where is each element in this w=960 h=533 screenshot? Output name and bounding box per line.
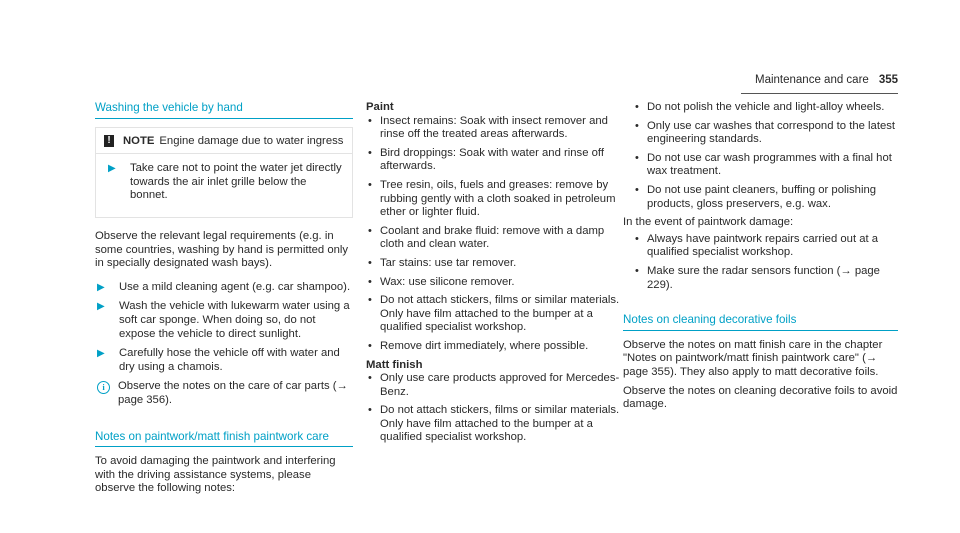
section-heading-foils: Notes on cleaning decorative foils (623, 313, 898, 331)
list-item: • Wax: use silicone remover. (368, 275, 515, 288)
note-body (96, 154, 352, 217)
list-item-text: Do not attach stickers, films or similar materials. Only have film attached to the bumper at a qualified specialist workshop. (380, 404, 620, 444)
list-item-text: Tar stains: use tar remover. (380, 256, 517, 269)
triangle-arrow-icon: ▶ (97, 301, 105, 313)
paragraph-damage-intro: In the event of paintwork damage: (623, 216, 794, 229)
damage-list (623, 233, 898, 292)
list-item: • Make sure the radar sensors function (→ page 229). (633, 265, 898, 292)
list-item: • Bird droppings: Soak with water and rinse off afterwards. (366, 147, 624, 174)
note-box (95, 127, 353, 218)
note-text: Engine damage due to water ingress (159, 134, 344, 147)
list-item-text: Do not attach stickers, films or similar materials. Only have film attached to the bumper at a qualified specialist workshop. (380, 294, 620, 334)
note-title: NOTE (123, 134, 155, 147)
list-item-text: Insect remains: Soak with insect remover and rinse off the treated areas afterwards. (380, 114, 608, 141)
exclamation-icon: ! (104, 135, 114, 147)
info-icon: i (97, 381, 110, 394)
list-item: • Insect remains: Soak with insect remover and rinse off the treated areas afterwards. (366, 115, 624, 142)
matt-list (366, 372, 624, 445)
paragraph-foils-2: Observe the notes on cleaning decorative foils to avoid damage. (623, 384, 898, 411)
list-item: • Tar stains: use tar remover. (368, 256, 517, 269)
paragraph-foils-1[interactable]: Observe the notes on matt finish care in the chapter "Notes on paintwork/matt finish paintwork care" (→ page 355). They also apply to matt decorative foils. (623, 338, 883, 378)
section-title: Maintenance and care (755, 74, 869, 86)
step-text: Wash the vehicle with lukewarm water using a soft car sponge. When doing so, do not expose the vehicle to direct sunlight. (119, 300, 350, 340)
list-item-text: Tree resin, oils, fuels and greases: remove by rubbing gently with a cloth soaked in petroleum ether or lighter fluid. (380, 178, 616, 219)
page-number: 355 (878, 74, 898, 86)
section-heading-washing: Washing the vehicle by hand (95, 101, 353, 119)
list-item-text: Always have paintwork repairs carried out at a qualified specialist workshop. (647, 232, 879, 259)
list-item-text: Wax: use silicone remover. (380, 275, 515, 288)
column-1 (95, 101, 353, 506)
note-step-text: Take care not to point the water jet directly towards the air inlet grille below the bonnet. (130, 162, 342, 202)
care-list (623, 101, 898, 211)
list-item-text: Do not use car wash programmes with a final hot wax treatment. (647, 151, 892, 178)
step-item (95, 281, 353, 295)
note-header (96, 128, 352, 155)
list-item: • Only use car washes that correspond to the latest engineering standards. (633, 120, 898, 147)
info-text[interactable]: Observe the notes on the care of car parts (→ page 356). (118, 380, 348, 406)
note-step (106, 162, 344, 203)
list-item-text[interactable]: Make sure the radar sensors function (→ page 229). (647, 264, 880, 291)
paragraph-legal: Observe the relevant legal requirements (e.g. in some countries, washing by hand is permitted only in specially designated wash bays). (95, 229, 349, 270)
list-item: • Tree resin, oils, fuels and greases: remove by rubbing gently with a cloth soaked in petroleum ether or lighter fluid. (366, 179, 624, 220)
list-item-text: Remove dirt immediately, where possible. (380, 339, 589, 352)
list-item-text: Do not polish the vehicle and light-alloy wheels. (647, 101, 885, 113)
list-item: • Do not use car wash programmes with a final hot wax treatment. (633, 152, 898, 179)
list-item: • Only use care products approved for Mercedes-Benz. (366, 372, 624, 399)
triangle-arrow-icon: ▶ (97, 281, 105, 293)
list-item: • Remove dirt immediately, where possible. (368, 339, 589, 352)
info-note (95, 380, 353, 407)
list-item-text: Do not use paint cleaners, buffing or polishing products, gloss preservers, e.g. wax. (647, 183, 877, 210)
list-item: • Always have paintwork repairs carried out at a qualified specialist workshop. (633, 233, 898, 260)
subheading-paint: Paint (366, 101, 394, 113)
page-header (755, 74, 898, 86)
step-text: Carefully hose the vehicle off with water and dry using a chamois. (119, 347, 340, 373)
section-heading-paintwork: Notes on paintwork/matt finish paintwork care (95, 430, 353, 448)
paragraph-paintwork: To avoid damaging the paintwork and interfering with the driving assistance systems, please observe the following notes: (95, 455, 336, 495)
list-item: • Coolant and brake fluid: remove with a damp cloth and clean water. (366, 225, 624, 252)
header-rule (741, 93, 898, 94)
list-item: • Do not attach stickers, films or similar materials. Only have film attached to the bumper at a qualified specialist workshop. (366, 294, 624, 335)
list-item: • Do not attach stickers, films or similar materials. Only have film attached to the bumper at a qualified specialist workshop. (366, 404, 624, 445)
triangle-arrow-icon: ▶ (108, 163, 116, 175)
list-item-text: Only use car washes that correspond to the latest engineering standards. (647, 119, 896, 146)
step-item (95, 300, 353, 341)
list-item-text: Bird droppings: Soak with water and rinse off afterwards. (380, 146, 604, 173)
list-item-text: Only use care products approved for Mercedes-Benz. (380, 372, 620, 398)
paint-list (366, 115, 624, 354)
step-text: Use a mild cleaning agent (e.g. car shampoo). (119, 280, 351, 293)
list-item: • Do not polish the vehicle and light-alloy wheels. (635, 101, 885, 113)
triangle-arrow-icon: ▶ (97, 348, 105, 360)
subheading-matt: Matt finish (366, 358, 423, 371)
list-item-text: Coolant and brake fluid: remove with a damp cloth and clean water. (380, 224, 605, 251)
list-item: • Do not use paint cleaners, buffing or polishing products, gloss preservers, e.g. wax. (633, 184, 898, 211)
column-2 (366, 101, 624, 450)
column-3 (623, 101, 898, 422)
step-item (95, 347, 353, 374)
